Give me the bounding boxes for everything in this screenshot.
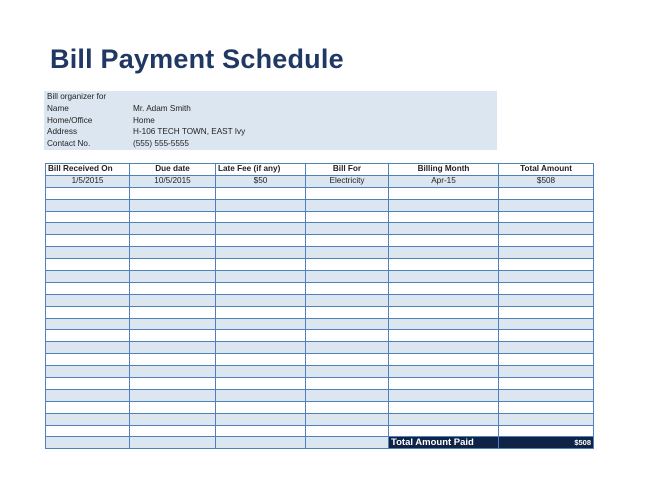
info-label: Address <box>47 127 78 137</box>
cell-bill-for[interactable] <box>306 306 389 318</box>
table-row <box>46 330 594 342</box>
table-row <box>46 259 594 271</box>
table-header-row <box>46 164 594 176</box>
cell-late-fee[interactable] <box>216 401 306 413</box>
cell-bill-for[interactable] <box>306 378 389 390</box>
table-row <box>46 223 594 235</box>
cell-bill-for[interactable]: Electricity <box>306 175 389 187</box>
cell-billing-month[interactable] <box>389 294 499 306</box>
cell-late-fee[interactable]: $50 <box>216 175 306 187</box>
cell-bill-for[interactable] <box>306 437 389 449</box>
column-header-billing-month: Billing Month <box>389 164 499 176</box>
cell-total-amount[interactable] <box>499 342 594 354</box>
cell-late-fee[interactable] <box>216 294 306 306</box>
cell-due-date[interactable] <box>130 247 216 259</box>
cell-total-amount[interactable] <box>499 259 594 271</box>
cell-bill-received-on[interactable] <box>46 330 130 342</box>
cell-late-fee[interactable] <box>216 306 306 318</box>
cell-bill-for[interactable] <box>306 366 389 378</box>
cell-due-date[interactable] <box>130 354 216 366</box>
cell-bill-received-on[interactable] <box>46 294 130 306</box>
cell-late-fee[interactable] <box>216 389 306 401</box>
column-header-bill-for: Bill For <box>306 164 389 176</box>
cell-bill-received-on[interactable] <box>46 223 130 235</box>
cell-due-date[interactable] <box>130 271 216 283</box>
cell-bill-for[interactable] <box>306 401 389 413</box>
column-header-due-date: Due date <box>130 164 216 176</box>
cell-bill-received-on[interactable] <box>46 247 130 259</box>
cell-due-date[interactable] <box>130 401 216 413</box>
cell-billing-month[interactable] <box>389 330 499 342</box>
cell-total-amount[interactable] <box>499 401 594 413</box>
table-row <box>46 425 594 437</box>
cell-total-amount[interactable] <box>499 235 594 247</box>
cell-total-amount[interactable] <box>499 366 594 378</box>
cell-bill-received-on[interactable] <box>46 366 130 378</box>
cell-bill-for[interactable] <box>306 425 389 437</box>
cell-due-date[interactable] <box>130 330 216 342</box>
info-value[interactable]: H-106 TECH TOWN, EAST Ivy <box>133 127 246 137</box>
table-row <box>46 354 594 366</box>
table-row <box>46 211 594 223</box>
table-row <box>46 247 594 259</box>
cell-due-date[interactable] <box>130 366 216 378</box>
table-row <box>46 187 594 199</box>
cell-billing-month[interactable] <box>389 259 499 271</box>
cell-bill-for[interactable] <box>306 294 389 306</box>
cell-total-amount[interactable] <box>499 282 594 294</box>
cell-billing-month[interactable] <box>389 187 499 199</box>
cell-billing-month[interactable] <box>389 389 499 401</box>
bill-schedule-table <box>45 163 594 449</box>
cell-bill-for[interactable] <box>306 187 389 199</box>
cell-billing-month[interactable] <box>389 247 499 259</box>
cell-due-date[interactable] <box>130 413 216 425</box>
cell-billing-month[interactable] <box>389 306 499 318</box>
table-row <box>46 401 594 413</box>
cell-late-fee[interactable] <box>216 342 306 354</box>
cell-billing-month[interactable] <box>389 354 499 366</box>
table-row <box>46 199 594 211</box>
cell-late-fee[interactable] <box>216 366 306 378</box>
cell-bill-received-on[interactable] <box>46 235 130 247</box>
cell-total-amount[interactable]: $508 <box>499 175 594 187</box>
cell-due-date[interactable]: 10/5/2015 <box>130 175 216 187</box>
table-row <box>46 306 594 318</box>
cell-bill-for[interactable] <box>306 342 389 354</box>
cell-bill-received-on[interactable] <box>46 199 130 211</box>
table-row <box>46 282 594 294</box>
cell-due-date[interactable] <box>130 306 216 318</box>
cell-total-amount[interactable] <box>499 306 594 318</box>
cell-bill-received-on[interactable] <box>46 378 130 390</box>
cell-billing-month[interactable] <box>389 413 499 425</box>
cell-billing-month[interactable] <box>389 199 499 211</box>
cell-due-date[interactable] <box>130 425 216 437</box>
cell-bill-received-on[interactable] <box>46 389 130 401</box>
info-row-home-office <box>44 115 497 127</box>
cell-total-amount[interactable] <box>499 271 594 283</box>
table-row <box>46 389 594 401</box>
cell-late-fee[interactable] <box>216 282 306 294</box>
total-row <box>46 437 594 449</box>
table-row <box>46 318 594 330</box>
cell-late-fee[interactable] <box>216 378 306 390</box>
cell-due-date[interactable] <box>130 259 216 271</box>
table-row <box>46 175 594 187</box>
cell-due-date[interactable] <box>130 223 216 235</box>
info-label: Name <box>47 103 69 113</box>
table-row <box>46 413 594 425</box>
cell-billing-month[interactable] <box>389 235 499 247</box>
table-row <box>46 366 594 378</box>
cell-billing-month[interactable] <box>389 378 499 390</box>
cell-bill-received-on[interactable] <box>46 259 130 271</box>
cell-bill-for[interactable] <box>306 235 389 247</box>
cell-late-fee[interactable] <box>216 425 306 437</box>
cell-bill-received-on[interactable] <box>46 306 130 318</box>
table-row <box>46 294 594 306</box>
cell-due-date[interactable] <box>130 378 216 390</box>
info-label: Home/Office <box>47 115 93 125</box>
cell-due-date[interactable] <box>130 342 216 354</box>
cell-bill-for[interactable] <box>306 282 389 294</box>
cell-billing-month[interactable] <box>389 366 499 378</box>
cell-billing-month[interactable] <box>389 282 499 294</box>
cell-due-date[interactable] <box>130 199 216 211</box>
cell-bill-received-on[interactable] <box>46 354 130 366</box>
cell-due-date[interactable] <box>130 294 216 306</box>
info-value[interactable]: Home <box>133 115 155 125</box>
cell-total-amount[interactable] <box>499 330 594 342</box>
cell-due-date[interactable] <box>130 187 216 199</box>
cell-total-amount[interactable] <box>499 187 594 199</box>
column-header-total-amount: Total Amount <box>499 164 594 176</box>
cell-late-fee[interactable] <box>216 413 306 425</box>
info-label: Contact No. <box>47 139 91 149</box>
cell-due-date[interactable] <box>130 389 216 401</box>
cell-due-date[interactable] <box>130 318 216 330</box>
cell-late-fee[interactable] <box>216 259 306 271</box>
cell-total-amount[interactable] <box>499 223 594 235</box>
cell-billing-month[interactable] <box>389 425 499 437</box>
cell-bill-received-on[interactable] <box>46 271 130 283</box>
bill-organizer-info <box>44 91 497 150</box>
cell-total-amount[interactable] <box>499 294 594 306</box>
cell-billing-month[interactable] <box>389 211 499 223</box>
info-row-name <box>44 103 497 115</box>
cell-billing-month[interactable] <box>389 401 499 413</box>
table-row <box>46 235 594 247</box>
cell-late-fee[interactable] <box>216 437 306 449</box>
cell-late-fee[interactable] <box>216 211 306 223</box>
cell-bill-for[interactable] <box>306 199 389 211</box>
info-value[interactable]: (555) 555-5555 <box>133 139 189 149</box>
cell-bill-received-on[interactable] <box>46 282 130 294</box>
cell-bill-received-on[interactable] <box>46 342 130 354</box>
cell-bill-received-on[interactable] <box>46 187 130 199</box>
cell-total-amount[interactable] <box>499 211 594 223</box>
cell-late-fee[interactable] <box>216 223 306 235</box>
total-amount-paid-label: Total Amount Paid <box>389 437 499 449</box>
cell-total-amount[interactable] <box>499 378 594 390</box>
cell-total-amount[interactable] <box>499 354 594 366</box>
cell-bill-for[interactable] <box>306 211 389 223</box>
cell-bill-received-on[interactable] <box>46 211 130 223</box>
column-header-bill-received-on: Bill Received On <box>46 164 130 176</box>
cell-late-fee[interactable] <box>216 199 306 211</box>
cell-billing-month[interactable]: Apr-15 <box>389 175 499 187</box>
cell-late-fee[interactable] <box>216 235 306 247</box>
cell-bill-received-on[interactable] <box>46 318 130 330</box>
cell-total-amount[interactable] <box>499 318 594 330</box>
cell-bill-for[interactable] <box>306 413 389 425</box>
cell-late-fee[interactable] <box>216 187 306 199</box>
total-amount-paid-value: $508 <box>499 437 594 449</box>
table-row <box>46 378 594 390</box>
cell-bill-for[interactable] <box>306 354 389 366</box>
cell-bill-for[interactable] <box>306 389 389 401</box>
cell-late-fee[interactable] <box>216 271 306 283</box>
page-title: Bill Payment Schedule <box>50 44 344 74</box>
cell-bill-for[interactable] <box>306 223 389 235</box>
cell-total-amount[interactable] <box>499 199 594 211</box>
column-header-late-fee: Late Fee (if any) <box>216 164 306 176</box>
cell-late-fee[interactable] <box>216 247 306 259</box>
cell-bill-received-on[interactable] <box>46 425 130 437</box>
table-row <box>46 342 594 354</box>
cell-billing-month[interactable] <box>389 271 499 283</box>
cell-due-date[interactable] <box>130 282 216 294</box>
info-heading: Bill organizer for <box>47 92 107 101</box>
cell-billing-month[interactable] <box>389 223 499 235</box>
cell-bill-for[interactable] <box>306 330 389 342</box>
info-row-address <box>44 126 497 138</box>
info-value[interactable]: Mr. Adam Smith <box>133 103 191 113</box>
cell-bill-received-on[interactable] <box>46 401 130 413</box>
cell-total-amount[interactable] <box>499 389 594 401</box>
cell-bill-received-on[interactable] <box>46 437 130 449</box>
cell-due-date[interactable] <box>130 437 216 449</box>
cell-total-amount[interactable] <box>499 425 594 437</box>
cell-late-fee[interactable] <box>216 318 306 330</box>
cell-billing-month[interactable] <box>389 318 499 330</box>
cell-bill-for[interactable] <box>306 259 389 271</box>
cell-billing-month[interactable] <box>389 342 499 354</box>
table-row <box>46 271 594 283</box>
info-heading-row <box>44 91 497 103</box>
cell-due-date[interactable] <box>130 235 216 247</box>
cell-bill-for[interactable] <box>306 318 389 330</box>
cell-bill-received-on[interactable] <box>46 413 130 425</box>
cell-late-fee[interactable] <box>216 330 306 342</box>
cell-total-amount[interactable] <box>499 247 594 259</box>
cell-bill-received-on[interactable]: 1/5/2015 <box>46 175 130 187</box>
cell-bill-for[interactable] <box>306 247 389 259</box>
info-row-contact <box>44 138 497 150</box>
cell-bill-for[interactable] <box>306 271 389 283</box>
cell-total-amount[interactable] <box>499 413 594 425</box>
cell-late-fee[interactable] <box>216 354 306 366</box>
cell-due-date[interactable] <box>130 211 216 223</box>
